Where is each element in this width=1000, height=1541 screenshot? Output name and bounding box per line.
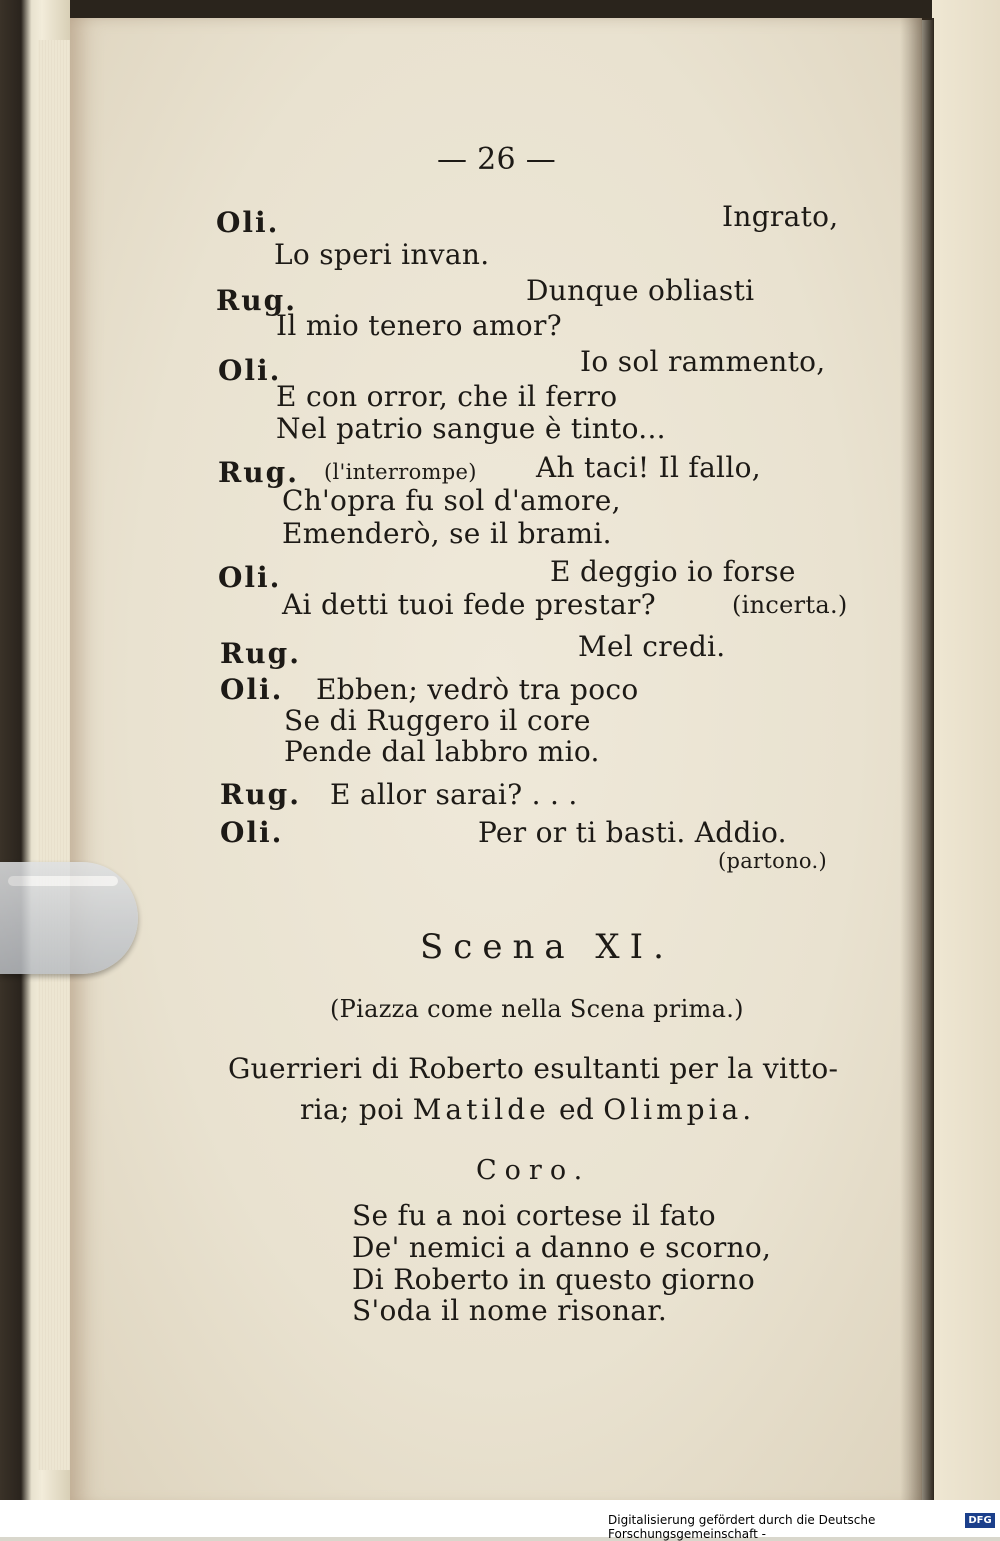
speaker-label: Rug. xyxy=(220,778,301,811)
dialogue-text: Lo speri invan. xyxy=(274,238,490,271)
dialogue-text: Pende dal labbro mio. xyxy=(284,735,600,768)
dialogue-text: Per or ti basti. Addio. xyxy=(478,816,787,849)
scene-setting: (Piazza come nella Scena prima.) xyxy=(330,995,744,1023)
dialogue-text: Io sol rammento, xyxy=(580,345,826,378)
dfg-logo: DFG xyxy=(965,1513,995,1528)
dialogue-text: Nel patrio sangue è tinto... xyxy=(276,412,666,445)
speaker-label: Rug. xyxy=(218,456,299,489)
dialogue-text: Se di Ruggero il core xyxy=(284,704,591,737)
dialogue-text: Ebben; vedrò tra poco xyxy=(316,673,639,706)
speaker-label: Oli. xyxy=(218,561,282,594)
scan-top-border xyxy=(0,0,1000,20)
speaker-label: Rug. xyxy=(220,637,301,670)
chorus-line: S'oda il nome risonar. xyxy=(352,1294,668,1327)
speaker-label: Oli. xyxy=(218,354,282,387)
stage-direction: (l'interrompe) xyxy=(324,460,477,484)
chorus-title: Coro. xyxy=(476,1155,591,1186)
stage-direction: (incerta.) xyxy=(732,591,848,619)
scene-description-line-2: ria; poi Matilde ed Olimpia. xyxy=(300,1093,752,1126)
speaker-label: Oli. xyxy=(216,206,280,239)
chorus-line: De' nemici a danno e scorno, xyxy=(352,1231,772,1264)
scanner-clip xyxy=(0,862,138,974)
facing-page-edge xyxy=(932,0,1000,1510)
speaker-label: Oli. xyxy=(220,816,284,849)
chorus-line: Se fu a noi cortese il fato xyxy=(352,1199,716,1232)
page-number-header: — 26 — xyxy=(437,142,557,177)
speaker-label: Rug. xyxy=(216,284,297,317)
dialogue-text: E con orror, che il ferro xyxy=(276,380,618,413)
dialogue-text: Ai detti tuoi fede prestar? xyxy=(282,588,656,621)
scene-description: Guerrieri di Roberto esultanti per la vitto- xyxy=(228,1052,839,1085)
dialogue-text: E deggio io forse xyxy=(550,555,796,588)
dialogue-text: Ah taci! Il fallo, xyxy=(536,451,761,484)
scene-title: Scena XI. xyxy=(420,927,674,967)
dialogue-text: Dunque obliasti xyxy=(526,274,755,307)
dialogue-text: E allor sarai? . . . xyxy=(330,778,578,811)
digitization-credit: Digitalisierung gefördert durch die Deutsche Forschungsgemeinschaft - xyxy=(608,1513,876,1541)
stage-direction: (partono.) xyxy=(718,849,827,873)
speaker-label: Oli. xyxy=(220,673,284,706)
dialogue-text: Ch'opra fu sol d'amore, xyxy=(282,484,621,517)
dialogue-text: Emenderò, se il brami. xyxy=(282,517,612,550)
spine-shadow xyxy=(900,18,934,1506)
dialogue-text: Mel credi. xyxy=(578,630,726,663)
dialogue-text: Ingrato, xyxy=(722,200,839,233)
chorus-line: Di Roberto in questo giorno xyxy=(352,1263,756,1296)
dialogue-text: Il mio tenero amor? xyxy=(276,309,562,342)
